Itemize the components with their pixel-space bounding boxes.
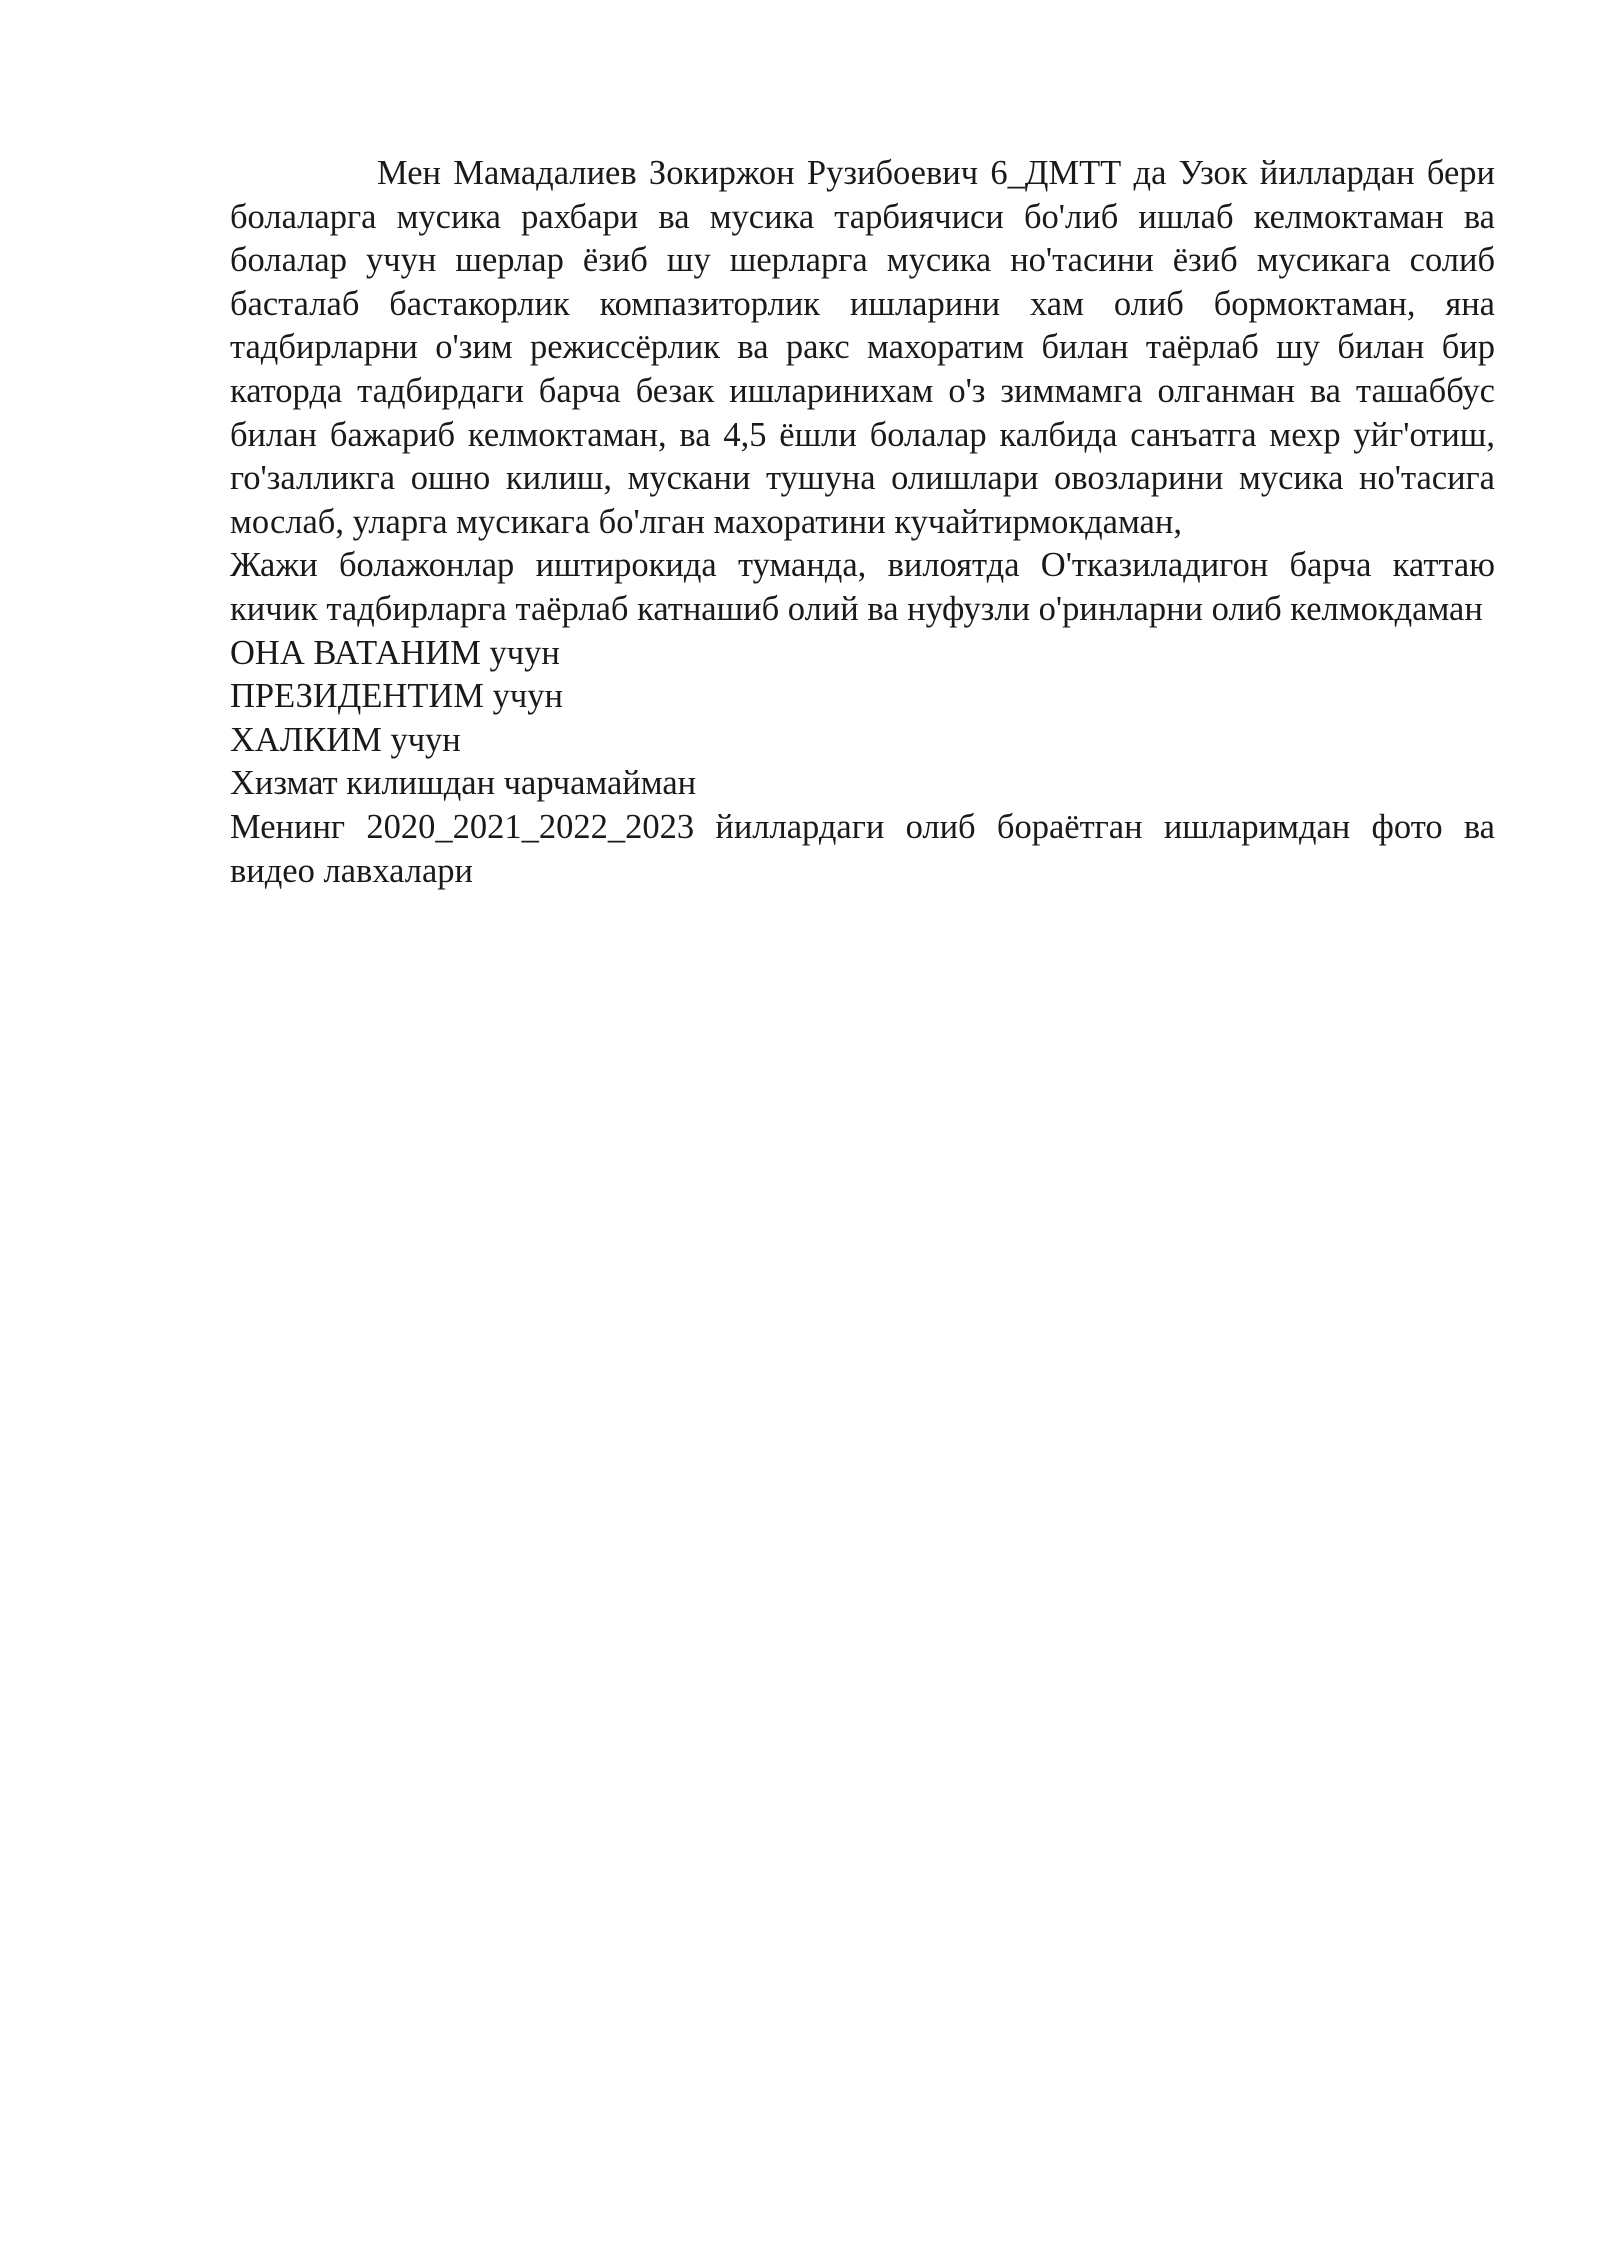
motto-line-president: ПРЕЗИДЕНТИМ учун [230, 677, 563, 716]
achievements-paragraph: Жажи болажонлар иштирокида туманда, вилоятда О'тказиладигон барча каттаю кичик тадбирларга таёрлаб катнашиб олий ва нуфузли о'ринларни олиб келмокдаман [230, 546, 1495, 628]
motto-line-homeland: ОНА ВАТАНИМ учун [230, 633, 560, 672]
motto-line-service: Хизмат килишдан чарчамайман [230, 764, 697, 803]
intro-paragraph: Мен Мамадалиев Зокиржон Рузибоевич 6_ДМТТ да Узок йиллардан бери болаларга мусика рахбари ва мусика тарбиячиси бо'либ ишлаб келмоктаман ва болалар учун шерлар ёзиб шу шерларга мусика но'тасини ёзиб мусикага солиб басталаб бастакорлик компазиторлик ишларини хам олиб бормоктаман, яна тадбирларни о'зим режиссёрлик ва ракс махоратим билан таёрлаб шу билан бир каторда тадбирдаги барча безак ишларинихам о'з зиммамга олганман ва ташаббус билан бажариб келмоктаман, ва 4,5 ёшли болалар калбида санъатга мехр уйг'отиш, го'залликга ошно килиш, мускани тушуна олишлари овозларини мусика но'тасига мослаб, уларга мусикага бо'лган махоратини кучайтирмокдаман, [230, 154, 1495, 541]
closing-paragraph: Менинг 2020_2021_2022_2023 йиллардаги олиб бораётган ишларимдан фото ва видео лавхалари [230, 807, 1495, 890]
motto-line-people: ХАЛКИМ учун [230, 720, 461, 759]
document-body [230, 152, 1495, 893]
